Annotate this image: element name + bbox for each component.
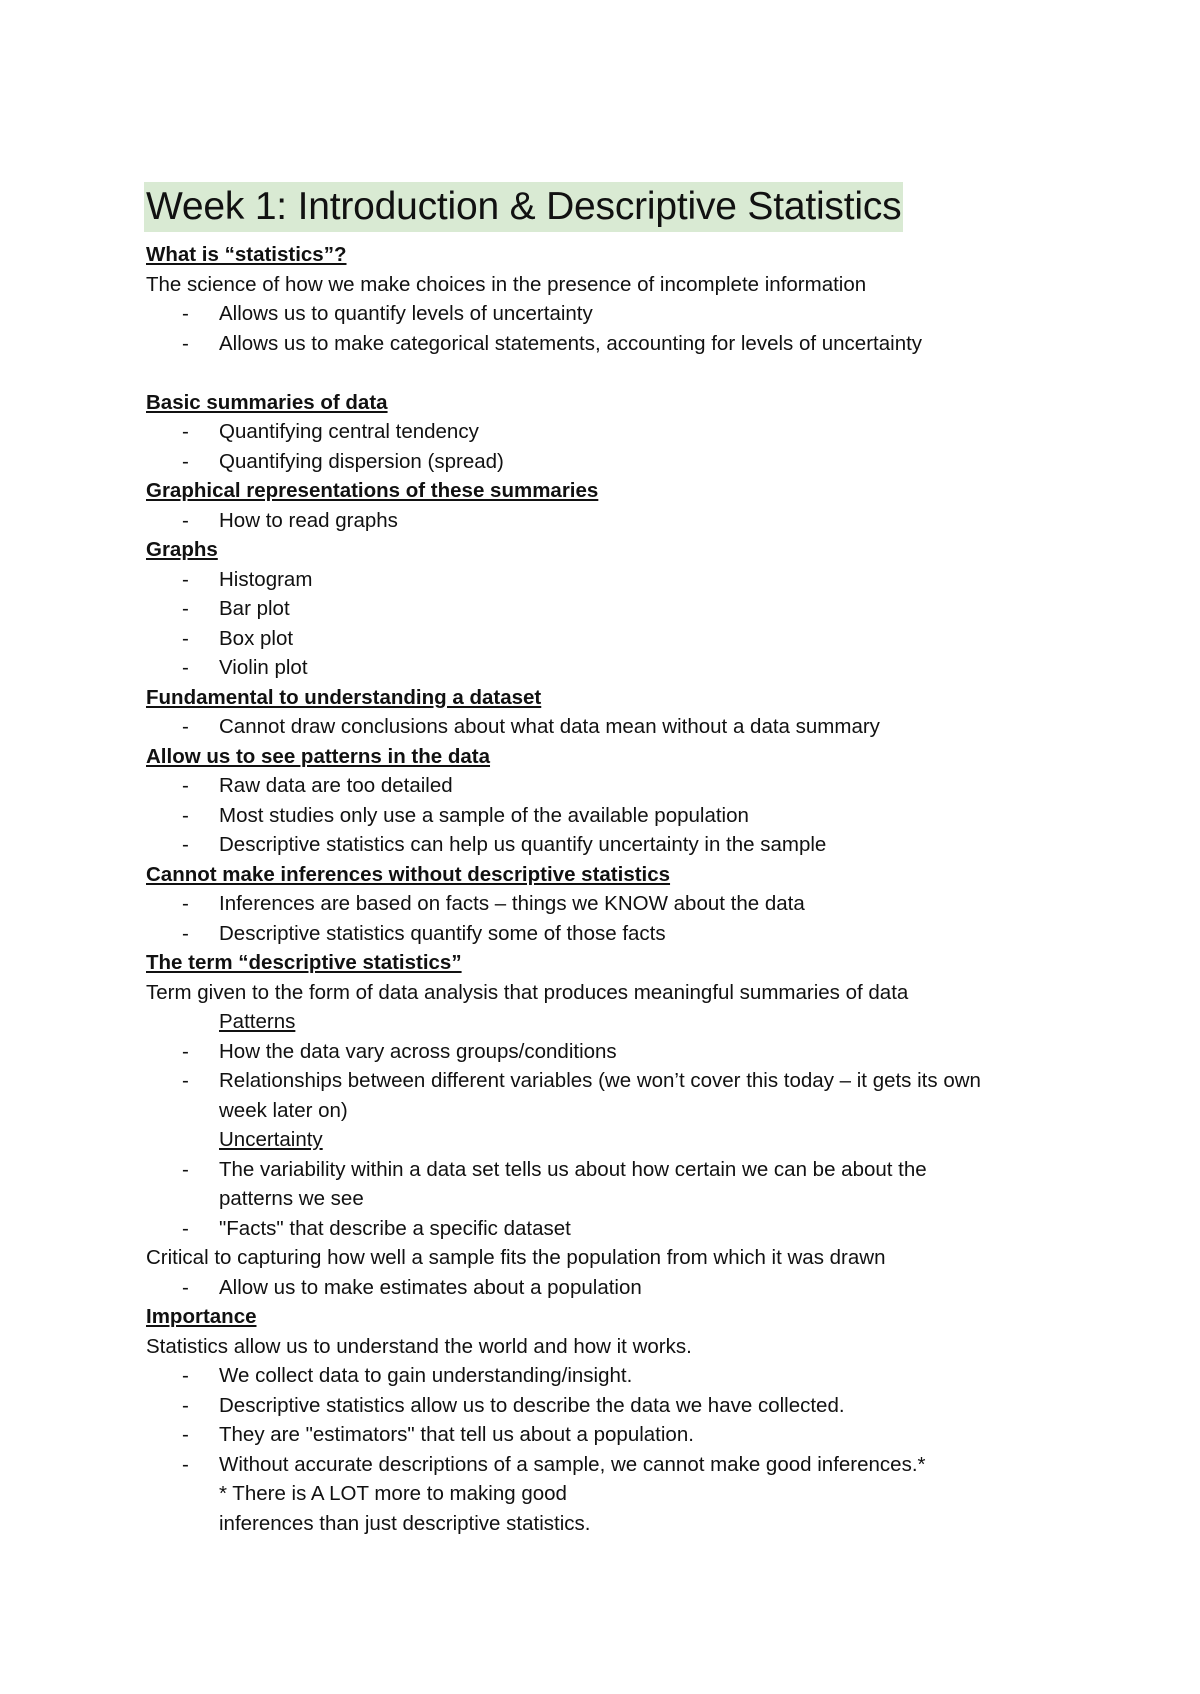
blank-line [146, 358, 1086, 388]
dash-bullet-icon: - [182, 302, 189, 325]
bullet-text: Descriptive statistics quantify some of those facts [219, 921, 666, 945]
bullet-text: Allows us to make categorical statements, accounting for levels of uncertainty [219, 331, 923, 355]
bullet-item [146, 299, 1086, 329]
subheading-label: Uncertainty [219, 1128, 323, 1151]
bullet-item [146, 1420, 1086, 1450]
continuation-line: inferences than just descriptive statistics. [219, 1511, 591, 1535]
bullet-item [146, 1037, 1086, 1067]
bullet-item [146, 889, 1086, 919]
dash-bullet-icon: - [182, 420, 189, 443]
dash-bullet-icon: - [182, 921, 189, 945]
paragraph-line: The science of how we make choices in the presence of incomplete information [146, 272, 867, 296]
bullet-text: "Facts" that describe a specific dataset [219, 1216, 571, 1240]
dash-bullet-icon: - [182, 1157, 189, 1181]
dash-bullet-icon: - [182, 774, 189, 797]
bullet-text: Quantifying central tendency [219, 420, 479, 443]
dash-bullet-icon: - [182, 1275, 189, 1299]
section-heading: Basic summaries of data [146, 390, 388, 414]
continuation-line: week later on) [219, 1098, 348, 1122]
section-heading: Allow us to see patterns in the data [146, 744, 491, 768]
paragraph-line: Term given to the form of data analysis that produces meaningful summaries of data [146, 980, 909, 1004]
bullet-text: How the data vary across groups/conditions [219, 1039, 617, 1063]
bullet-item [146, 329, 1086, 359]
dash-bullet-icon: - [182, 508, 189, 532]
section-heading: What is “statistics”? [146, 243, 347, 266]
dash-bullet-icon: - [182, 1393, 189, 1417]
bullet-item [146, 447, 1086, 477]
bullet-text: Allows us to quantify levels of uncertainty [219, 302, 593, 325]
bullet-text: They are "estimators" that tell us about a population. [219, 1423, 694, 1446]
document-page [146, 182, 1086, 1538]
bullet-item [146, 506, 1086, 536]
bullet-text: Descriptive statistics can help us quantify uncertainty in the sample [219, 833, 827, 856]
bullet-item [146, 919, 1086, 949]
bullet-item [146, 1450, 1086, 1480]
bullet-text: Allow us to make estimates about a population [219, 1275, 642, 1299]
bullet-item [146, 565, 1086, 595]
dash-bullet-icon: - [182, 803, 189, 827]
bullet-item [146, 1155, 1086, 1185]
bullet-item [146, 624, 1086, 654]
dash-bullet-icon: - [182, 567, 189, 591]
subheading [146, 1007, 1086, 1037]
dash-bullet-icon: - [182, 715, 189, 738]
bullet-text: Raw data are too detailed [219, 774, 453, 797]
section-heading: Graphical representations of these summaries [146, 479, 599, 502]
dash-bullet-icon: - [182, 1216, 189, 1240]
bullet-text: Without accurate descriptions of a sample, we cannot make good inferences.* [219, 1452, 926, 1476]
bullet-text: Most studies only use a sample of the available population [219, 803, 749, 827]
bullet-text: Bar plot [219, 597, 290, 620]
bullet-text: The variability within a data set tells us about how certain we can be about the [219, 1157, 927, 1181]
bullet-item [146, 417, 1086, 447]
dash-bullet-icon: - [182, 626, 189, 650]
continuation-line: * There is A LOT more to making good [219, 1482, 567, 1505]
bullet-item [146, 712, 1086, 742]
bullet-item [146, 771, 1086, 801]
dash-bullet-icon: - [182, 1423, 189, 1446]
bullet-text: Quantifying dispersion (spread) [219, 449, 504, 473]
bullet-text: We collect data to gain understanding/insight. [219, 1364, 633, 1387]
dash-bullet-icon: - [182, 1364, 189, 1387]
page-title: Week 1: Introduction & Descriptive Statistics [144, 182, 903, 232]
bullet-item [146, 1214, 1086, 1244]
bullet-item [146, 594, 1086, 624]
dash-bullet-icon: - [182, 449, 189, 473]
subheading-label: Patterns [219, 1010, 296, 1033]
paragraph-line: Critical to capturing how well a sample fits the population from which it was drawn [146, 1246, 886, 1269]
bullet-text: Inferences are based on facts – things we KNOW about the data [219, 892, 805, 915]
dash-bullet-icon: - [182, 833, 189, 856]
bullet-text: Box plot [219, 626, 294, 650]
bullet-text: Cannot draw conclusions about what data mean without a data summary [219, 715, 880, 738]
bullet-item [146, 1066, 1086, 1096]
dash-bullet-icon: - [182, 892, 189, 915]
bullet-text: Histogram [219, 567, 313, 591]
section-heading: Graphs [146, 538, 218, 561]
dash-bullet-icon: - [182, 597, 189, 620]
bullet-text: Relationships between different variables (we won’t cover this today – it gets its own [219, 1069, 981, 1092]
bullet-text: Descriptive statistics allow us to describe the data we have collected. [219, 1393, 845, 1417]
bullet-item [146, 1361, 1086, 1391]
dash-bullet-icon: - [182, 331, 189, 355]
dash-bullet-icon: - [182, 1452, 189, 1476]
dash-bullet-icon: - [182, 656, 189, 679]
bullet-item [146, 801, 1086, 831]
continuation-line: patterns we see [219, 1187, 364, 1210]
section-heading: Importance [146, 1305, 257, 1328]
bullet-item [146, 1273, 1086, 1303]
dash-bullet-icon: - [182, 1069, 189, 1092]
section-heading: Fundamental to understanding a dataset [146, 685, 542, 709]
bullet-text: Violin plot [219, 656, 308, 679]
section-heading: The term “descriptive statistics” [146, 951, 462, 974]
bullet-item [146, 1391, 1086, 1421]
section-heading: Cannot make inferences without descriptive statistics [146, 862, 671, 886]
bullet-item [146, 830, 1086, 860]
document-body [146, 240, 1086, 1538]
paragraph-line: Statistics allow us to understand the world and how it works. [146, 1334, 692, 1358]
subheading [146, 1125, 1086, 1155]
bullet-text: How to read graphs [219, 508, 398, 532]
bullet-item [146, 653, 1086, 683]
dash-bullet-icon: - [182, 1039, 189, 1063]
